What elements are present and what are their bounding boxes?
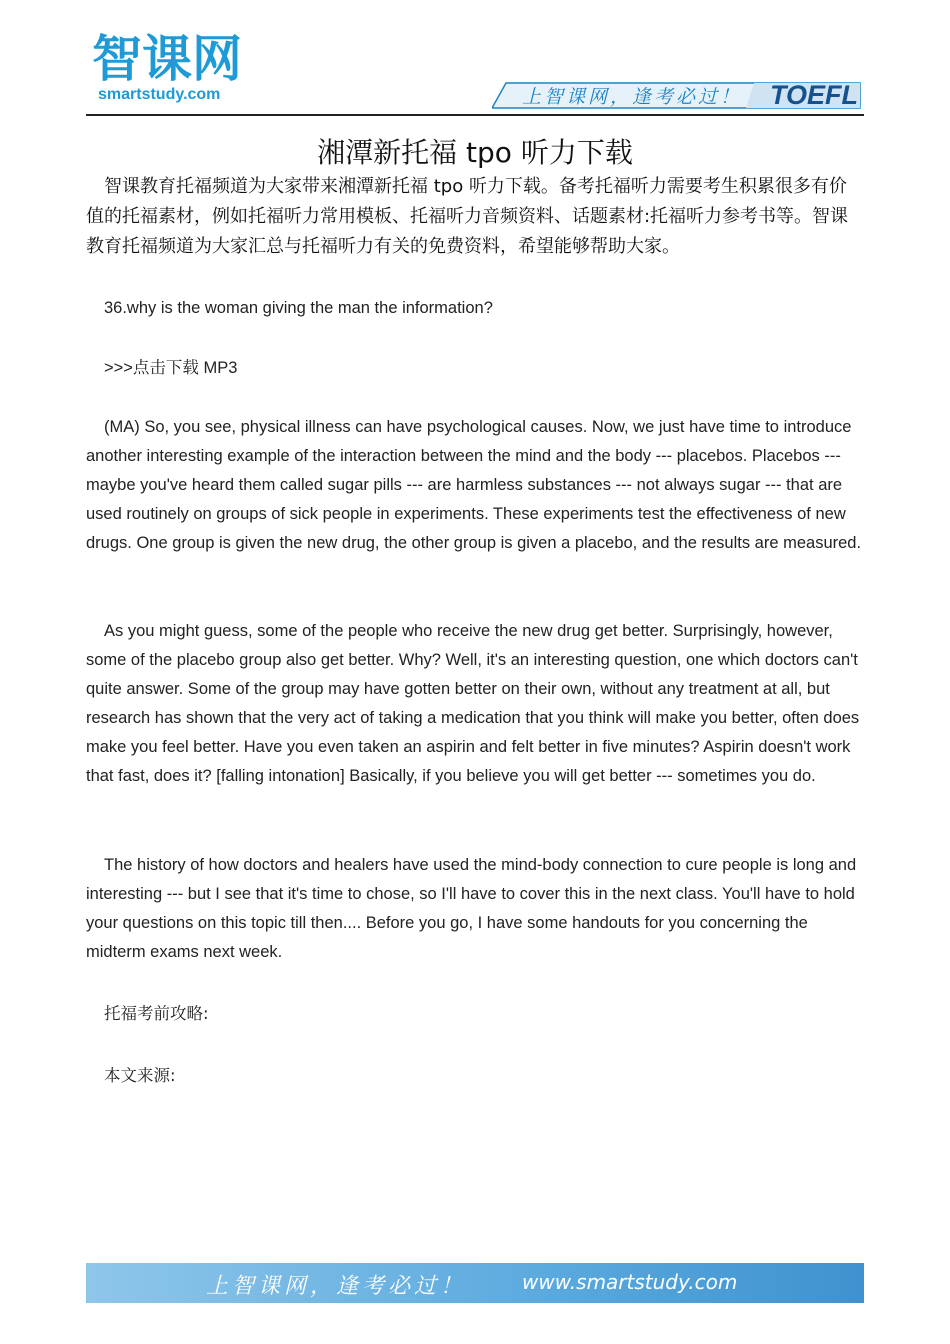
transcript-paragraph-3: The history of how doctors and healers have used the mind-body connection to cure people is long and interesting --- but I see that it's time to chose, so I'll have to cover this in the next class. You'll have to hold your questions on this topic till then.... Before you go, I have some handouts for you concerning the midterm exams next week. <box>86 856 857 961</box>
footer-url-link[interactable]: www.smartstudy.com <box>522 1270 738 1294</box>
header-banner <box>492 80 862 110</box>
strategy-label: 托福考前攻略: <box>104 1004 209 1023</box>
transcript-paragraph-1: (MA) So, you see, physical illness can have psychological causes. Now, we just have time to introduce another interesting example of the interaction between the mind and the body --- placebos. Placebos --- maybe you've heard them called sugar pills --- are harmless substances --- not always sugar --- that are used routinely on groups of sick people in experiments. These experiments test the effectiveness of new drugs. One group is given the new drug, the other group is given a placebo, and the results are measured. <box>86 418 862 552</box>
toefl-badge: TOEFL <box>769 80 858 110</box>
logo-chinese-text: 智课网 <box>92 30 242 88</box>
download-mp3-link[interactable]: >>>点击下载 MP3 <box>104 359 238 377</box>
header-slogan: 上智课网，逢考必过！ <box>522 86 743 108</box>
question-text: 36.why is the woman giving the man the information? <box>104 299 493 317</box>
header-divider <box>86 114 864 116</box>
source-label: 本文来源: <box>104 1066 176 1085</box>
footer-banner <box>86 1263 864 1303</box>
page-title: 湘潭新托福 tpo 听力下载 <box>317 136 633 169</box>
footer-slogan: 上智课网，逢考必过！ <box>206 1274 467 1299</box>
smartstudy-logo <box>92 30 262 106</box>
intro-paragraph: 智课教育托福频道为大家带来湘潭新托福 tpo 听力下载。备考托福听力需要考生积累很多有价值的托福素材，例如托福听力常用模板、托福听力音频资料、话题素材:托福听力参考书等。智课教育托福频道为大家汇总与托福听力有关的免费资料，希望能够帮助大家。 <box>86 176 849 257</box>
transcript-paragraph-2: As you might guess, some of the people who receive the new drug get better. Surprisingly, however, some of the placebo group also get better. Why? Well, it's an interesting question, one which doctors can't quite answer. Some of the group may have gotten better on their own, without any treatment at all, but research has shown that the very act of taking a medication that you think will make you better, often does make you feel better. Have you even taken an aspirin and felt better in five minutes? Aspirin doesn't work that fast, does it? [falling intonation] Basically, if you believe you will get better --- sometimes you do. <box>86 622 860 785</box>
logo-domain-text: smartstudy.com <box>98 86 221 103</box>
